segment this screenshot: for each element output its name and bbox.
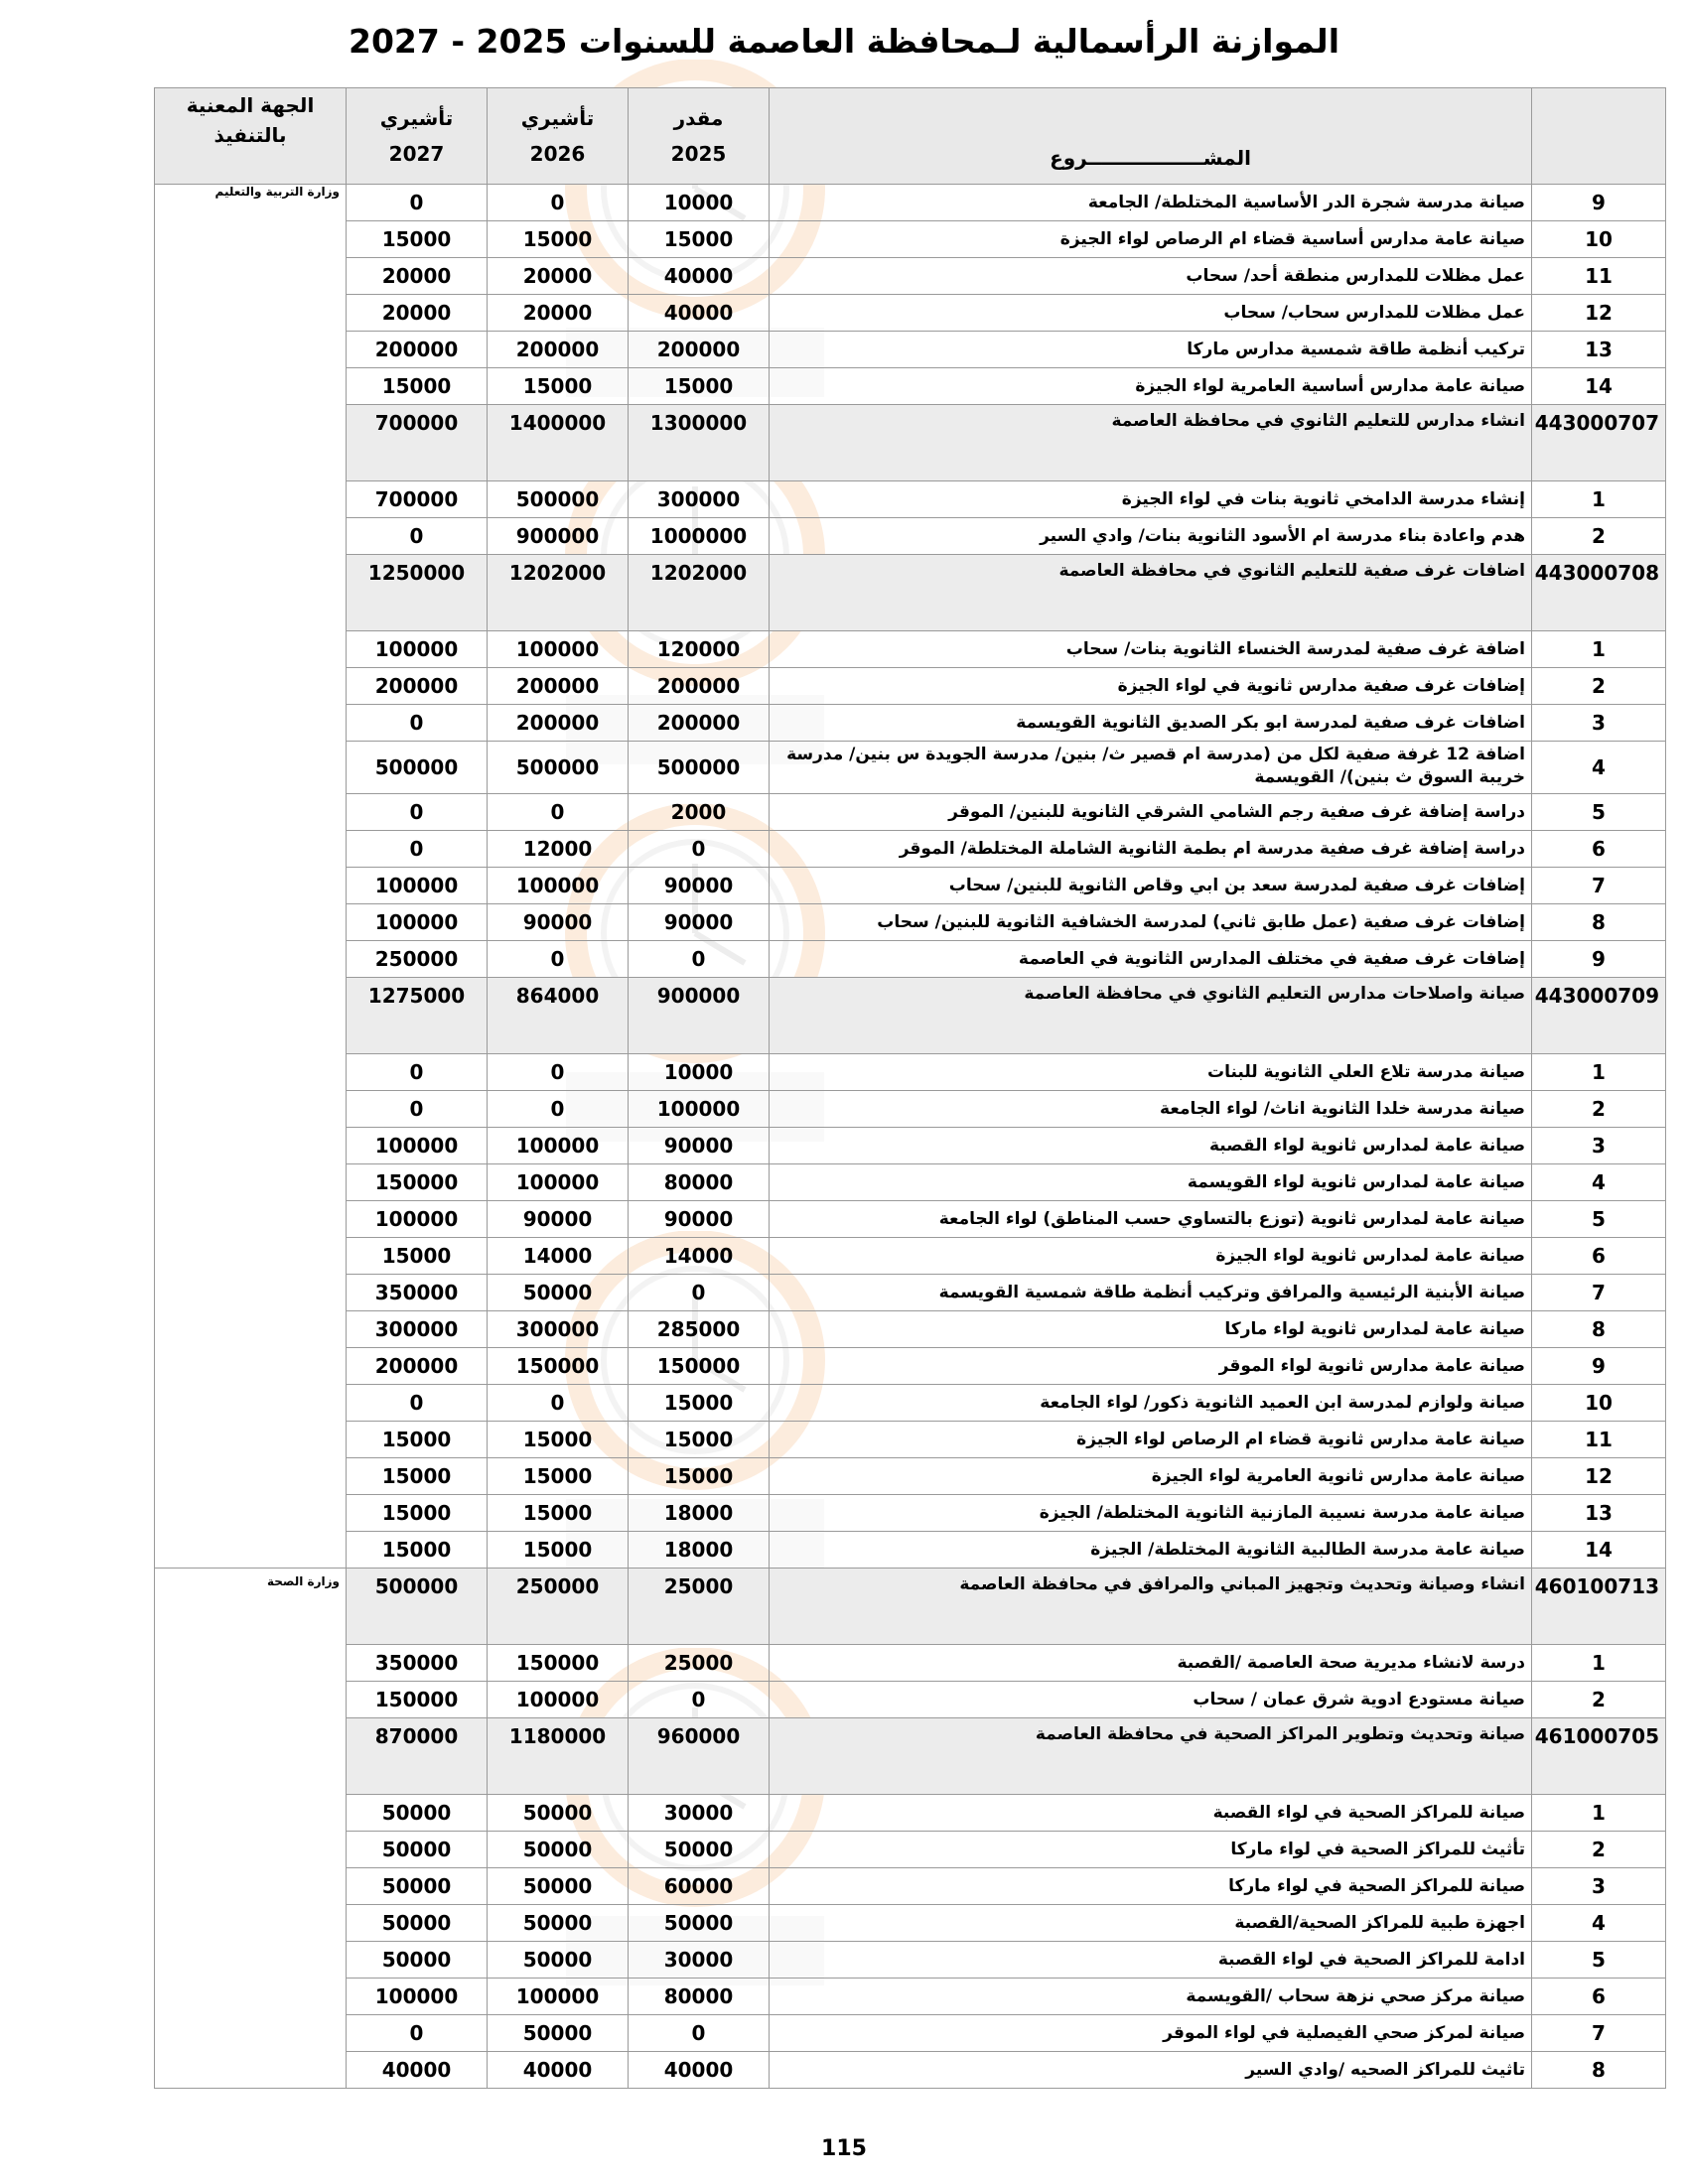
row-number: 14: [1532, 1532, 1666, 1569]
table-header-row: [155, 88, 1666, 185]
value-2027: 300000: [347, 1311, 488, 1348]
value-2026: 1180000: [488, 1718, 629, 1795]
value-2026: 150000: [488, 1348, 629, 1385]
value-2027: 0: [347, 1385, 488, 1422]
value-2025: 15000: [629, 221, 770, 258]
row-number: 5: [1532, 794, 1666, 831]
table-row: [155, 1495, 1666, 1532]
value-2027: 500000: [347, 742, 488, 794]
project-name: صيانة مدرسة تلاع العلي الثانوية للبنات: [770, 1054, 1532, 1091]
table-row: [155, 941, 1666, 978]
value-2025: 15000: [629, 1422, 770, 1458]
value-2025: 200000: [629, 705, 770, 742]
row-number: 2: [1532, 518, 1666, 555]
value-2027: 15000: [347, 1458, 488, 1495]
project-name: تاثيث للمراكز الصحيه /وادي السير: [770, 2052, 1532, 2089]
table-row: [155, 1868, 1666, 1905]
project-group-row: [155, 405, 1666, 481]
value-2025: 0: [629, 1682, 770, 1718]
page-number: 115: [821, 2136, 867, 2161]
value-2025: 80000: [629, 1979, 770, 2015]
value-2025: 90000: [629, 904, 770, 941]
value-2025: 0: [629, 831, 770, 868]
table-row: [155, 868, 1666, 904]
project-name: صيانة عامة مدرسة الطالبية الثانوية المختلطة/ الجيزة: [770, 1532, 1532, 1569]
project-code: 443000709: [1532, 978, 1666, 1054]
value-2025: 200000: [629, 332, 770, 368]
value-2027: 0: [347, 1091, 488, 1128]
row-number: 11: [1532, 1422, 1666, 1458]
row-number: 7: [1532, 1275, 1666, 1311]
table-row: [155, 1238, 1666, 1275]
project-name: صيانة عامة مدارس ثانوية لواء الموقر: [770, 1348, 1532, 1385]
row-number: 9: [1532, 1348, 1666, 1385]
value-2026: 300000: [488, 1311, 629, 1348]
project-name: صيانة عامة مدارس أساسية قضاء ام الرصاص لواء الجيزة: [770, 221, 1532, 258]
value-2027: 100000: [347, 1201, 488, 1238]
table-row: [155, 481, 1666, 518]
value-2026: 200000: [488, 668, 629, 705]
row-number: 1: [1532, 481, 1666, 518]
value-2026: 0: [488, 941, 629, 978]
row-number: 4: [1532, 1905, 1666, 1942]
value-2027: 0: [347, 794, 488, 831]
row-number: 7: [1532, 2015, 1666, 2052]
value-2025: 90000: [629, 1128, 770, 1164]
project-name: انشاء وصيانة وتحديث وتجهيز المباني والمرافق في محافظة العاصمة: [770, 1569, 1532, 1645]
project-group-row: [155, 555, 1666, 631]
project-name: صيانة ولوازم لمدرسة ابن العميد الثانوية ذكور/ لواء الجامعة: [770, 1385, 1532, 1422]
project-name: إضافات غرف صفية مدارس ثانوية في لواء الجيزة: [770, 668, 1532, 705]
value-2026: 15000: [488, 1458, 629, 1495]
project-name: هدم واعادة بناء مدرسة ام الأسود الثانوية بنات/ وادي السير: [770, 518, 1532, 555]
project-name: صيانة عامة مدارس أساسية العامرية لواء الجيزة: [770, 368, 1532, 405]
table-row: [155, 1091, 1666, 1128]
value-2026: 15000: [488, 1422, 629, 1458]
table-row: [155, 2052, 1666, 2089]
table-row: [155, 631, 1666, 668]
table-row: [155, 794, 1666, 831]
row-number: 1: [1532, 1795, 1666, 1832]
table-row: [155, 1795, 1666, 1832]
row-number: 9: [1532, 185, 1666, 221]
table-row: [155, 831, 1666, 868]
agency-education: وزارة التربية والتعليم: [155, 185, 347, 1569]
table-row: [155, 1201, 1666, 1238]
project-name: صيانة وتحديث وتطوير المراكز الصحية في محافظة العاصمة: [770, 1718, 1532, 1795]
project-name: صيانة للمراكز الصحية في لواء القصبة: [770, 1795, 1532, 1832]
table-row: [155, 742, 1666, 794]
value-2027: 100000: [347, 904, 488, 941]
table-row: [155, 1942, 1666, 1979]
project-name: صيانة عامة لمدارس ثانوية لواء القصبة: [770, 1128, 1532, 1164]
value-2025: 150000: [629, 1348, 770, 1385]
table-row: [155, 221, 1666, 258]
row-number: 13: [1532, 1495, 1666, 1532]
project-group-row: [155, 1569, 1666, 1645]
value-2027: 15000: [347, 221, 488, 258]
value-2026: 50000: [488, 1275, 629, 1311]
project-name: اضافات غرف صفية للتعليم الثانوي في محافظة العاصمة: [770, 555, 1532, 631]
value-2025: 10000: [629, 185, 770, 221]
project-name: صيانة عامة لمدارس ثانوية (توزع بالتساوي حسب المناطق) لواء الجامعة: [770, 1201, 1532, 1238]
value-2027: 50000: [347, 1868, 488, 1905]
value-2027: 350000: [347, 1645, 488, 1682]
table-row: [155, 258, 1666, 295]
table-row: [155, 1832, 1666, 1868]
value-2026: 50000: [488, 1905, 629, 1942]
value-2026: 15000: [488, 1495, 629, 1532]
table-row: [155, 332, 1666, 368]
header-indicative-2027: تأشيري 2027: [347, 88, 488, 185]
table-row: [155, 1422, 1666, 1458]
header-indicative-2026: تأشيري 2026: [488, 88, 629, 185]
table-row: [155, 1645, 1666, 1682]
project-name: صيانة عامة مدارس ثانوية قضاء ام الرصاص لواء الجيزة: [770, 1422, 1532, 1458]
header-number: [1532, 88, 1666, 185]
table-row: [155, 1532, 1666, 1569]
table-row: [155, 2015, 1666, 2052]
value-2026: 0: [488, 794, 629, 831]
value-2025: 25000: [629, 1645, 770, 1682]
value-2027: 15000: [347, 1532, 488, 1569]
row-number: 2: [1532, 668, 1666, 705]
project-name: درسة لانشاء مديرية صحة العاصمة /القصبة: [770, 1645, 1532, 1682]
table-row: [155, 1458, 1666, 1495]
value-2025: 2000: [629, 794, 770, 831]
project-name: صيانة الأبنية الرئيسية والمرافق وتركيب أنظمة طاقة شمسية القويسمة: [770, 1275, 1532, 1311]
project-name: اضافات غرف صفية لمدرسة ابو بكر الصديق الثانوية القويسمة: [770, 705, 1532, 742]
project-code: 461000705: [1532, 1718, 1666, 1795]
row-number: 2: [1532, 1832, 1666, 1868]
row-number: 2: [1532, 1682, 1666, 1718]
project-name: صيانة عامة مدارس ثانوية العامرية لواء الجيزة: [770, 1458, 1532, 1495]
value-2025: 80000: [629, 1164, 770, 1201]
value-2026: 200000: [488, 332, 629, 368]
value-2027: 0: [347, 705, 488, 742]
value-2026: 1400000: [488, 405, 629, 481]
table-row: [155, 1164, 1666, 1201]
value-2027: 200000: [347, 332, 488, 368]
project-name: صيانة عامة مدرسة نسيبة المازنية الثانوية المختلطة/ الجيزة: [770, 1495, 1532, 1532]
value-2026: 900000: [488, 518, 629, 555]
value-2027: 100000: [347, 631, 488, 668]
value-2026: 50000: [488, 1832, 629, 1868]
row-number: 3: [1532, 1128, 1666, 1164]
value-2027: 1250000: [347, 555, 488, 631]
project-name: صيانة واصلاحات مدارس التعليم الثانوي في محافظة العاصمة: [770, 978, 1532, 1054]
value-2027: 150000: [347, 1164, 488, 1201]
row-number: 1: [1532, 631, 1666, 668]
project-name: عمل مظلات للمدارس منطقة أحد/ سحاب: [770, 258, 1532, 295]
row-number: 8: [1532, 904, 1666, 941]
value-2025: 18000: [629, 1495, 770, 1532]
project-name: انشاء مدارس للتعليم الثانوي في محافظة العاصمة: [770, 405, 1532, 481]
value-2025: 500000: [629, 742, 770, 794]
value-2027: 100000: [347, 1979, 488, 2015]
table-row: [155, 1682, 1666, 1718]
project-name: دراسة إضافة غرف صفية مدرسة ام بطمة الثانوية الشاملة المختلطة/ الموقر: [770, 831, 1532, 868]
value-2025: 90000: [629, 1201, 770, 1238]
value-2025: 100000: [629, 1091, 770, 1128]
project-name: اضافة 12 غرفة صفية لكل من (مدرسة ام قصير ث/ بنين/ مدرسة الجويدة س بنين/ مدرسة خريبة السوق ث بنين)/ القويسمة: [770, 742, 1532, 794]
value-2027: 40000: [347, 2052, 488, 2089]
table-row: [155, 1348, 1666, 1385]
project-name: اجهزة طبية للمراكز الصحية/القصبة: [770, 1905, 1532, 1942]
value-2025: 15000: [629, 368, 770, 405]
value-2025: 60000: [629, 1868, 770, 1905]
project-code: 443000707: [1532, 405, 1666, 481]
value-2027: 200000: [347, 668, 488, 705]
value-2027: 700000: [347, 405, 488, 481]
value-2026: 864000: [488, 978, 629, 1054]
value-2027: 200000: [347, 1348, 488, 1385]
value-2027: 20000: [347, 258, 488, 295]
row-number: 3: [1532, 1868, 1666, 1905]
value-2026: 15000: [488, 368, 629, 405]
row-number: 2: [1532, 1091, 1666, 1128]
value-2025: 90000: [629, 868, 770, 904]
value-2027: 20000: [347, 295, 488, 332]
row-number: 6: [1532, 831, 1666, 868]
value-2026: 12000: [488, 831, 629, 868]
project-name: صيانة لمركز صحي الفيصلية في لواء الموقر: [770, 2015, 1532, 2052]
project-name: صيانة عامة لمدارس ثانوية لواء ماركا: [770, 1311, 1532, 1348]
project-name: إنشاء مدرسة الدامخي ثانوية بنات في لواء الجيزة: [770, 481, 1532, 518]
row-number: 13: [1532, 332, 1666, 368]
row-number: 5: [1532, 1201, 1666, 1238]
value-2026: 500000: [488, 481, 629, 518]
table-row: [155, 1979, 1666, 2015]
table-row: [155, 1311, 1666, 1348]
project-name: صيانة مدرسة خلدا الثانوية اناث/ لواء الجامعة: [770, 1091, 1532, 1128]
value-2026: 50000: [488, 1795, 629, 1832]
value-2027: 15000: [347, 1238, 488, 1275]
row-number: 11: [1532, 258, 1666, 295]
project-group-row: [155, 1718, 1666, 1795]
value-2027: 15000: [347, 1422, 488, 1458]
value-2027: 150000: [347, 1682, 488, 1718]
value-2025: 40000: [629, 258, 770, 295]
value-2025: 15000: [629, 1458, 770, 1495]
row-number: 8: [1532, 1311, 1666, 1348]
row-number: 6: [1532, 1979, 1666, 2015]
row-number: 3: [1532, 705, 1666, 742]
value-2027: 15000: [347, 368, 488, 405]
value-2025: 10000: [629, 1054, 770, 1091]
value-2026: 0: [488, 1385, 629, 1422]
value-2027: 50000: [347, 1905, 488, 1942]
value-2027: 1275000: [347, 978, 488, 1054]
value-2025: 40000: [629, 2052, 770, 2089]
row-number: 14: [1532, 368, 1666, 405]
row-number: 12: [1532, 1458, 1666, 1495]
table-row: [155, 1275, 1666, 1311]
value-2025: 0: [629, 1275, 770, 1311]
value-2025: 120000: [629, 631, 770, 668]
value-2026: 40000: [488, 2052, 629, 2089]
value-2026: 50000: [488, 1868, 629, 1905]
value-2025: 960000: [629, 1718, 770, 1795]
row-number: 4: [1532, 742, 1666, 794]
value-2027: 0: [347, 518, 488, 555]
value-2025: 200000: [629, 668, 770, 705]
header-project: المشـــــــــــــــــروع: [770, 88, 1532, 185]
project-name: اضافة غرف صفية لمدرسة الخنساء الثانوية بنات/ سحاب: [770, 631, 1532, 668]
row-number: 6: [1532, 1238, 1666, 1275]
value-2026: 14000: [488, 1238, 629, 1275]
project-group-row: [155, 978, 1666, 1054]
value-2027: 100000: [347, 868, 488, 904]
row-number: 4: [1532, 1164, 1666, 1201]
table-row: [155, 705, 1666, 742]
value-2026: 0: [488, 185, 629, 221]
project-name: تأثيث للمراكز الصحية في لواء ماركا: [770, 1832, 1532, 1868]
project-name: تركيب أنظمة طاقة شمسية مدارس ماركا: [770, 332, 1532, 368]
table-row: [155, 1054, 1666, 1091]
project-name: إضافات غرف صفية (عمل طابق ثاني) لمدرسة الخشافية الثانوية للبنين/ سحاب: [770, 904, 1532, 941]
value-2026: 100000: [488, 631, 629, 668]
project-name: دراسة إضافة غرف صفية رجم الشامي الشرقي الثانوية للبنين/ الموقر: [770, 794, 1532, 831]
project-name: إضافات غرف صفية في مختلف المدارس الثانوية في العاصمة: [770, 941, 1532, 978]
capital-budget-table: [154, 87, 1666, 2089]
value-2025: 300000: [629, 481, 770, 518]
table-row: [155, 518, 1666, 555]
value-2026: 0: [488, 1054, 629, 1091]
value-2026: 200000: [488, 705, 629, 742]
value-2026: 15000: [488, 1532, 629, 1569]
value-2026: 20000: [488, 258, 629, 295]
value-2026: 90000: [488, 904, 629, 941]
value-2027: 0: [347, 185, 488, 221]
project-name: صيانة عامة لمدارس ثانوية لواء الجيزة: [770, 1238, 1532, 1275]
value-2027: 0: [347, 1054, 488, 1091]
value-2027: 700000: [347, 481, 488, 518]
header-estimate-2025: مقدر 2025: [629, 88, 770, 185]
value-2027: 250000: [347, 941, 488, 978]
value-2027: 15000: [347, 1495, 488, 1532]
agency-health: وزارة الصحة: [155, 1569, 347, 2089]
table-row: [155, 1905, 1666, 1942]
project-name: ادامة للمراكز الصحية في لواء القصبة: [770, 1942, 1532, 1979]
value-2027: 50000: [347, 1795, 488, 1832]
value-2025: 30000: [629, 1942, 770, 1979]
row-number: 10: [1532, 1385, 1666, 1422]
project-name: صيانة مدرسة شجرة الدر الأساسية المختلطة/ الجامعة: [770, 185, 1532, 221]
row-number: 7: [1532, 868, 1666, 904]
value-2027: 50000: [347, 1832, 488, 1868]
value-2025: 50000: [629, 1905, 770, 1942]
value-2025: 25000: [629, 1569, 770, 1645]
table-row: [155, 904, 1666, 941]
value-2027: 350000: [347, 1275, 488, 1311]
table-row: [155, 668, 1666, 705]
table-row: [155, 295, 1666, 332]
table-row: [155, 1385, 1666, 1422]
value-2027: 50000: [347, 1942, 488, 1979]
value-2025: 900000: [629, 978, 770, 1054]
row-number: 1: [1532, 1054, 1666, 1091]
value-2026: 100000: [488, 1164, 629, 1201]
value-2026: 100000: [488, 1979, 629, 2015]
table-row: [155, 185, 1666, 221]
value-2026: 100000: [488, 1128, 629, 1164]
table-row: [155, 1128, 1666, 1164]
value-2025: 14000: [629, 1238, 770, 1275]
row-number: 8: [1532, 2052, 1666, 2089]
value-2025: 0: [629, 2015, 770, 2052]
project-name: صيانة للمراكز الصحية في لواء ماركا: [770, 1868, 1532, 1905]
project-name: عمل مظلات للمدارس سحاب/ سحاب: [770, 295, 1532, 332]
value-2025: 40000: [629, 295, 770, 332]
value-2027: 0: [347, 2015, 488, 2052]
value-2025: 1300000: [629, 405, 770, 481]
value-2026: 100000: [488, 868, 629, 904]
project-code: 443000708: [1532, 555, 1666, 631]
value-2025: 18000: [629, 1532, 770, 1569]
value-2025: 285000: [629, 1311, 770, 1348]
value-2025: 0: [629, 941, 770, 978]
header-agency: الجهة المعنية بالتنفيذ: [155, 88, 347, 185]
value-2025: 15000: [629, 1385, 770, 1422]
project-name: صيانة مركز صحي نزهة سحاب /القويسمة: [770, 1979, 1532, 2015]
value-2026: 1202000: [488, 555, 629, 631]
value-2026: 50000: [488, 1942, 629, 1979]
project-name: صيانة عامة لمدارس ثانوية لواء القويسمة: [770, 1164, 1532, 1201]
value-2026: 15000: [488, 221, 629, 258]
value-2027: 500000: [347, 1569, 488, 1645]
row-number: 12: [1532, 295, 1666, 332]
value-2026: 150000: [488, 1645, 629, 1682]
page-title: الموازنة الرأسمالية لـمحافظة العاصمة للسنوات 2025 - 2027: [348, 22, 1340, 61]
value-2027: 100000: [347, 1128, 488, 1164]
row-number: 10: [1532, 221, 1666, 258]
value-2025: 1000000: [629, 518, 770, 555]
value-2026: 100000: [488, 1682, 629, 1718]
row-number: 9: [1532, 941, 1666, 978]
value-2025: 1202000: [629, 555, 770, 631]
project-name: إضافات غرف صفية لمدرسة سعد بن ابي وقاص الثانوية للبنين/ سحاب: [770, 868, 1532, 904]
value-2025: 50000: [629, 1832, 770, 1868]
value-2026: 500000: [488, 742, 629, 794]
value-2026: 50000: [488, 2015, 629, 2052]
row-number: 5: [1532, 1942, 1666, 1979]
project-code: 460100713: [1532, 1569, 1666, 1645]
project-name: صيانة مستودع ادوية شرق عمان / سحاب: [770, 1682, 1532, 1718]
value-2026: 20000: [488, 295, 629, 332]
value-2026: 250000: [488, 1569, 629, 1645]
value-2025: 30000: [629, 1795, 770, 1832]
value-2027: 870000: [347, 1718, 488, 1795]
value-2027: 0: [347, 831, 488, 868]
row-number: 1: [1532, 1645, 1666, 1682]
table-row: [155, 368, 1666, 405]
value-2026: 0: [488, 1091, 629, 1128]
value-2026: 90000: [488, 1201, 629, 1238]
